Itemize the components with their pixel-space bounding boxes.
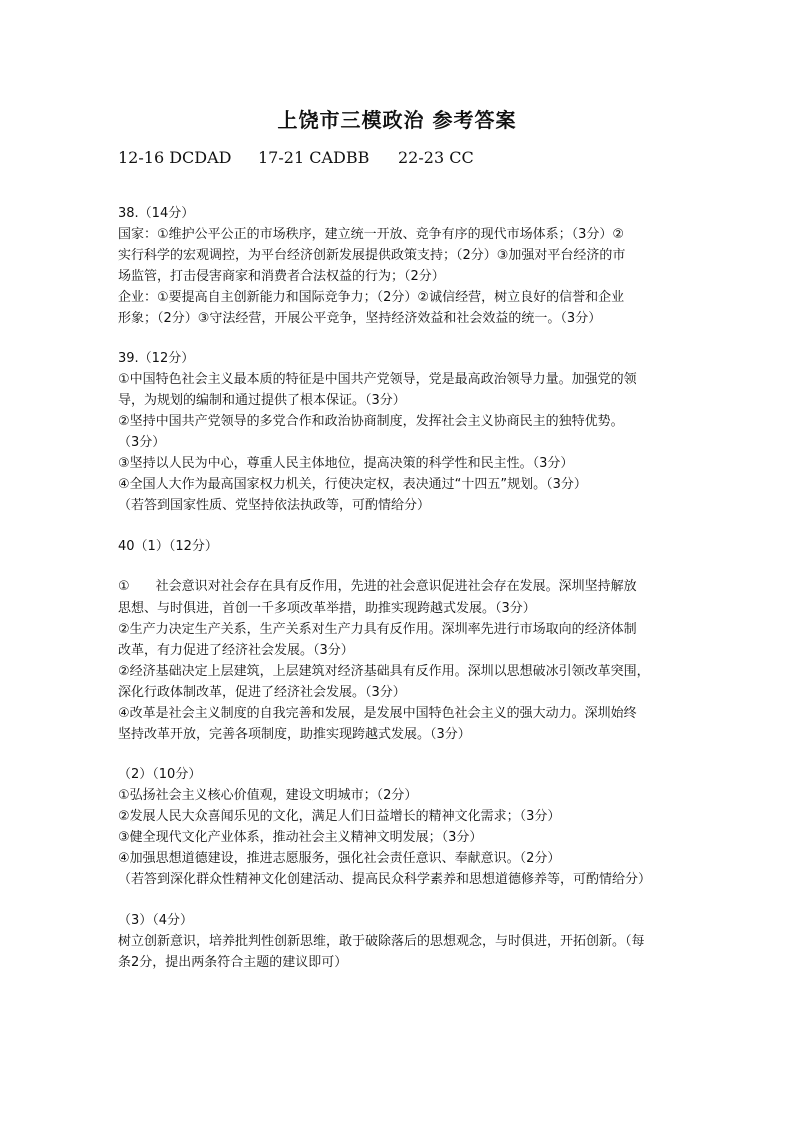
choice-answers-group-3: 22-23 CC [398, 148, 474, 167]
text-line: ③坚持以人民为中心，尊重人民主体地位，提高决策的科学性和民主性。（3分） [118, 456, 574, 471]
q40-1-heading: 40（1）（12分） [118, 539, 218, 554]
text-line: 思想、与时俱进，首创一千多项改革举措，助推实现跨越式发展。（3分） [118, 601, 536, 616]
text-line: 形象；（2分）③守法经营，开展公平竞争，坚持经济效益和社会效益的统一。（3分） [118, 311, 602, 326]
text-line: ③健全现代文化产业体系，推动社会主义精神文明发展；（3分） [118, 830, 483, 845]
page-title: 上饶市三模政治 参考答案 [277, 108, 517, 132]
text-line: ①弘扬社会主义核心价值观，建设文明城市；（2分） [118, 788, 418, 803]
text-line: 树立创新意识，培养批判性创新思维，敢于破除落后的思想观念，与时俱进，开拓创新。（每 [118, 934, 645, 949]
q40-3-heading: （3）（4分） [118, 913, 194, 928]
text-line: 实行科学的宏观调控，为平台经济创新发展提供政策支持；（2分）③加强对平台经济的市 [118, 248, 626, 263]
text-line: ②发展人民大众喜闻乐见的文化，满足人们日益增长的精神文化需求；（3分） [118, 809, 561, 824]
text-line: 国家：①维护公平公正的市场秩序，建立统一开放、竞争有序的现代市场体系；（3分）② [118, 227, 625, 242]
text-line: ④加强思想道德建设，推进志愿服务，强化社会责任意识、奉献意识。（2分） [118, 851, 561, 866]
text-line: 企业：①要提高自主创新能力和国际竞争力；（2分）②诚信经营，树立良好的信誉和企业 [118, 290, 625, 305]
q40-2-heading: （2）（10分） [118, 767, 202, 782]
text-line: ②生产力决定生产关系，生产关系对生产力具有反作用。深圳率先进行市场取向的经济体制 [118, 622, 637, 637]
q38-heading: 38.（14分） [118, 206, 195, 221]
text-line: ④改革是社会主义制度的自我完善和发展，是发展中国特色社会主义的强大动力。深圳始终 [118, 706, 637, 721]
text-line: ②经济基础决定上层建筑，上层建筑对经济基础具有反作用。深圳以思想破冰引领改革突围， [118, 664, 650, 679]
text-line: 改革，有力促进了经济社会发展。（3分） [118, 643, 354, 658]
text-line: （若答到深化群众性精神文化创建活动、提高民众科学素养和思想道德修养等，可酌情给分） [118, 872, 652, 887]
choice-answers-group-2: 17-21 CADBB [258, 148, 370, 167]
text-line: （若答到国家性质、党坚持依法执政等，可酌情给分） [118, 498, 431, 513]
choice-answers-group-1: 12-16 DCDAD [118, 148, 232, 167]
text-line: 导，为规划的编制和通过提供了根本保证。（3分） [118, 393, 406, 408]
text-line: ②坚持中国共产党领导的多党合作和政治协商制度，发挥社会主义协商民主的独特优势。 [118, 414, 624, 429]
choice-answers [118, 148, 474, 167]
text-line: （3分） [118, 435, 166, 450]
text-line: 条2分，提出两条符合主题的建议即可） [118, 955, 348, 970]
q39-heading: 39.（12分） [118, 351, 195, 366]
text-line: ④全国人大作为最高国家权力机关，行使决定权，表决通过“十四五”规划。（3分） [118, 477, 587, 492]
text-line: 场监管，打击侵害商家和消费者合法权益的行为；（2分） [118, 269, 445, 284]
text-line: ①中国特色社会主义最本质的特征是中国共产党领导，党是最高政治领导力量。加强党的领 [118, 372, 637, 387]
text-line: ① 社会意识对社会存在具有反作用，先进的社会意识促进社会存在发展。深圳坚持解放 [118, 579, 637, 594]
text-line: 坚持改革开放，完善各项制度，助推实现跨越式发展。（3分） [118, 727, 471, 742]
text-line: 深化行政体制改革，促进了经济社会发展。（3分） [118, 685, 406, 700]
